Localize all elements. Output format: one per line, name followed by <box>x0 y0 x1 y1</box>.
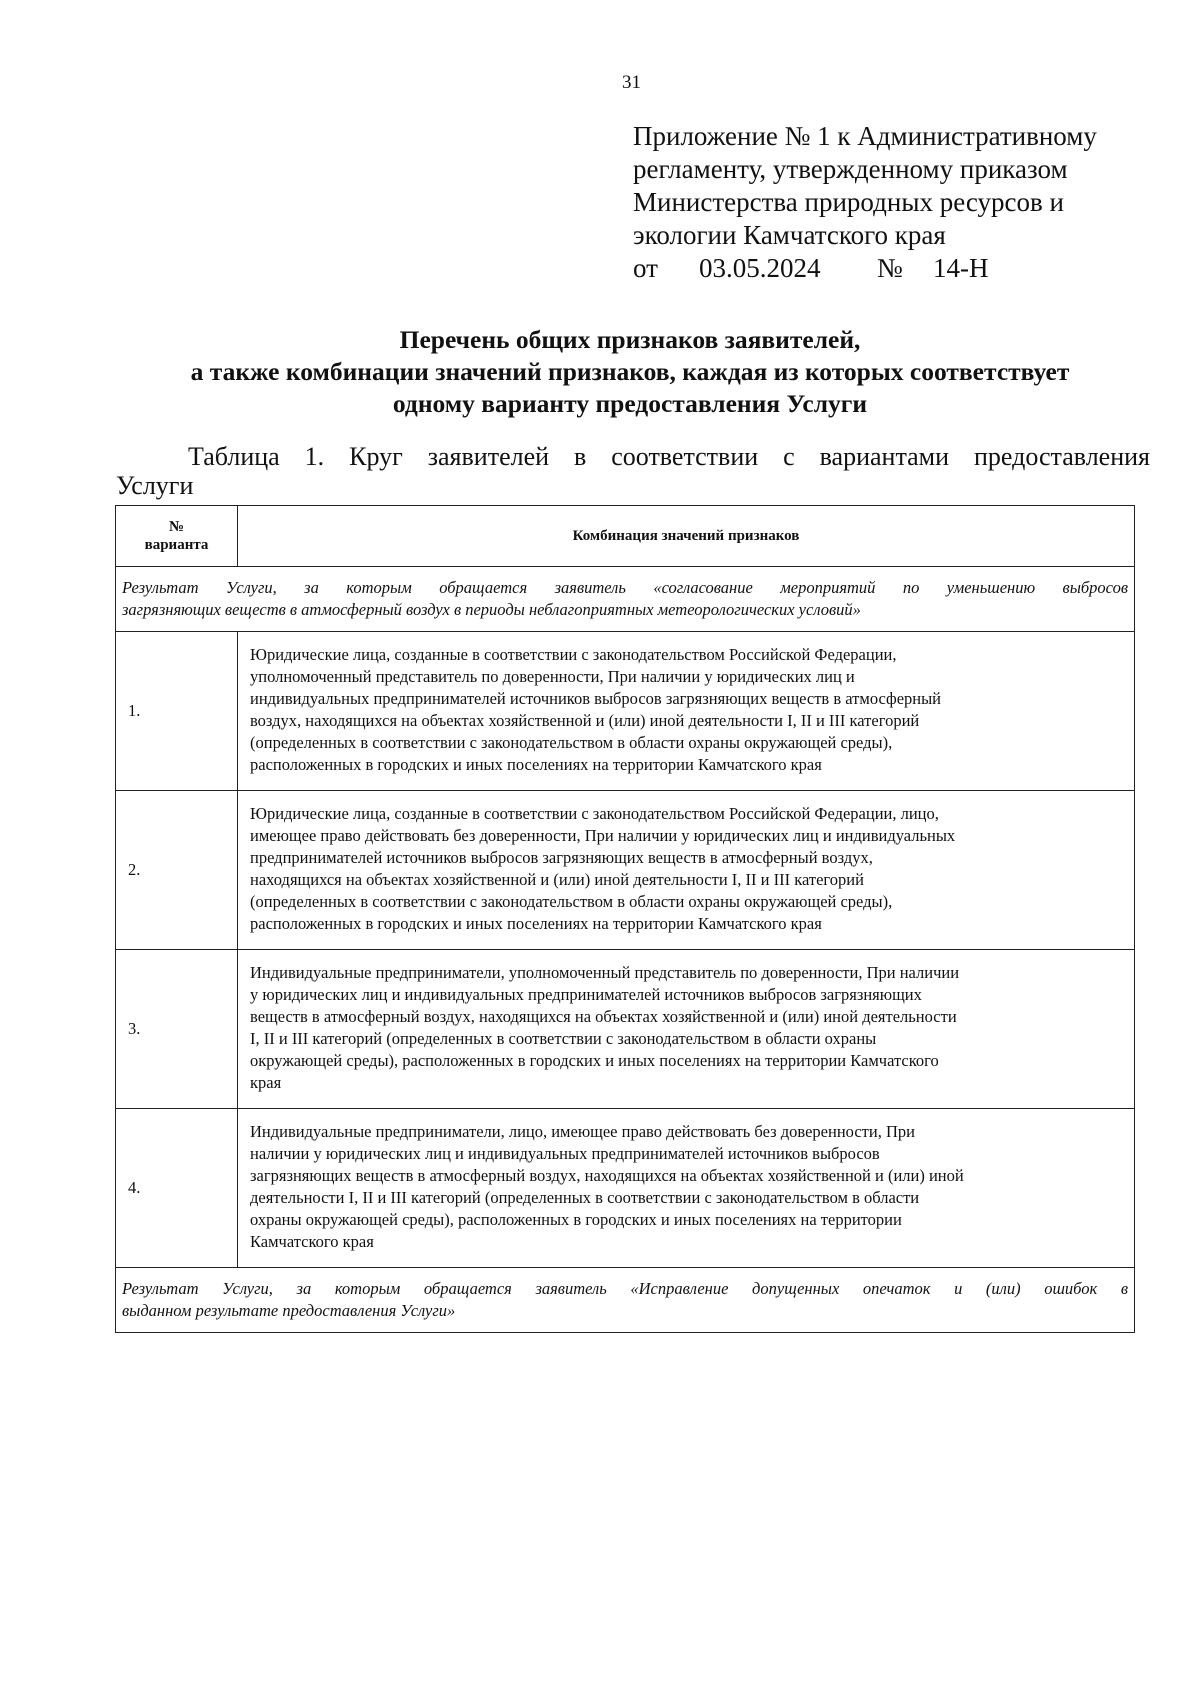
appendix-block <box>633 120 1153 285</box>
section-line: Результат Услуги, за которым обращается заявитель «согласование мероприятий по уменьшению выбросов <box>122 578 1128 597</box>
title-line: Перечень общих признаков заявителей, <box>399 325 861 354</box>
appendix-line: Министерства природных ресурсов и <box>633 187 1064 217</box>
combination-line: Индивидуальные предприниматели, лицо, имеющее право действовать без доверенности, При <box>250 1122 915 1141</box>
variant-combination <box>238 632 1135 791</box>
page-number: 31 <box>622 72 641 93</box>
section-line: Результат Услуги, за которым обращается заявитель «Исправление допущенных опечаток и (или) ошибок в <box>122 1279 1128 1298</box>
table-caption-line: Таблица 1. Круг заявителей в соответствии с вариантами предоставления <box>188 442 1150 471</box>
section-row <box>116 1268 1135 1333</box>
header-variant-label: варианта <box>144 537 209 553</box>
section-line: выданном результате предоставления Услуги» <box>122 1301 456 1320</box>
combination-line: деятельности I, II и III категорий (определенных в соответствии с законодательством в области <box>250 1188 920 1207</box>
combination-line: веществ в атмосферный воздух, находящихся на объектах хозяйственной и (или) иной деятельности <box>250 1007 957 1026</box>
combination-line: I, II и III категорий (определенных в соответствии с законодательством в области охраны <box>250 1029 877 1048</box>
header-combination: Комбинация значений признаков <box>238 506 1135 567</box>
variant-combination <box>238 1109 1135 1268</box>
variant-combination <box>238 950 1135 1109</box>
combination-line: индивидуальных предпринимателей источников выбросов загрязняющих веществ в атмосферный <box>250 689 942 708</box>
table-row <box>116 950 1135 1109</box>
combination-line: загрязняющих веществ в атмосферный воздух, находящихся на объектах хозяйственной и (или) иной <box>250 1166 964 1185</box>
combination-line: Индивидуальные предприниматели, уполномоченный представитель по доверенности, При наличии <box>250 963 960 982</box>
order-number: 14-Н <box>933 253 989 283</box>
header-num-sign: № <box>168 519 185 535</box>
order-details <box>633 252 1153 285</box>
table-caption-line: Услуги <box>116 471 194 500</box>
combination-line: расположенных в городских и иных поселениях на территории Камчатского края <box>250 755 822 774</box>
variant-number: 1. <box>116 632 238 791</box>
variant-number: 2. <box>116 791 238 950</box>
title-line: а также комбинации значений признаков, каждая из которых соответствует <box>190 357 1070 386</box>
variant-combination <box>238 791 1135 950</box>
combination-line: расположенных в городских и иных поселениях на территории Камчатского края <box>250 914 822 933</box>
combination-line: находящихся на объектах хозяйственной и (или) иной деятельности I, II и III категорий <box>250 870 864 889</box>
section-result-1 <box>116 567 1135 632</box>
header-variant-number <box>116 506 238 567</box>
combination-line: охраны окружающей среды), расположенных в городских и иных поселениях на территории <box>250 1210 902 1229</box>
combination-line: предпринимателей источников выбросов загрязняющих веществ в атмосферный воздух, <box>250 848 873 867</box>
appendix-line: экологии Камчатского края <box>633 220 946 250</box>
section-row <box>116 567 1135 632</box>
variant-number: 3. <box>116 950 238 1109</box>
table-header-row <box>116 506 1135 567</box>
section-line: загрязняющих веществ в атмосферный воздух в периоды неблагоприятных метеорологических условий» <box>122 600 861 619</box>
combination-line: Юридические лица, созданные в соответствии с законодательством Российской Федерации, лицо, <box>250 804 939 823</box>
combination-line: воздух, находящихся на объектах хозяйственной и (или) иной деятельности I, II и III категорий <box>250 711 920 730</box>
order-ot-label: от <box>633 253 658 283</box>
section-result-2 <box>116 1268 1135 1333</box>
combination-line: края <box>250 1073 282 1092</box>
variant-number: 4. <box>116 1109 238 1268</box>
combination-line: имеющее право действовать без доверенности, При наличии у юридических лиц и индивидуальных <box>250 826 956 845</box>
combination-line: уполномоченный представитель по доверенности, При наличии у юридических лиц и <box>250 667 855 686</box>
combination-line: (определенных в соответствии с законодательством в области охраны окружающей среды), <box>250 733 893 752</box>
table-row <box>116 1109 1135 1268</box>
document-title <box>110 324 1150 420</box>
combination-line: Камчатского края <box>250 1232 374 1251</box>
combination-line: окружающей среды), расположенных в городских и иных поселениях на территории Камчатского <box>250 1051 939 1070</box>
combination-line: Юридические лица, созданные в соответствии с законодательством Российской Федерации, <box>250 645 897 664</box>
combination-line: у юридических лиц и индивидуальных предпринимателей источников выбросов загрязняющих <box>250 985 922 1004</box>
order-number-sign: № <box>877 253 903 283</box>
appendix-line: регламенту, утвержденному приказом <box>633 154 1068 184</box>
title-line: одному варианту предоставления Услуги <box>392 389 868 418</box>
applicants-table <box>115 505 1135 1333</box>
order-date: 03.05.2024 <box>699 253 821 283</box>
table-row <box>116 791 1135 950</box>
combination-line: (определенных в соответствии с законодательством в области охраны окружающей среды), <box>250 892 893 911</box>
table-row <box>116 632 1135 791</box>
appendix-line: Приложение № 1 к Административному <box>633 121 1097 151</box>
table-caption <box>116 442 1150 500</box>
combination-line: наличии у юридических лиц и индивидуальных предпринимателей источников выбросов <box>250 1144 880 1163</box>
